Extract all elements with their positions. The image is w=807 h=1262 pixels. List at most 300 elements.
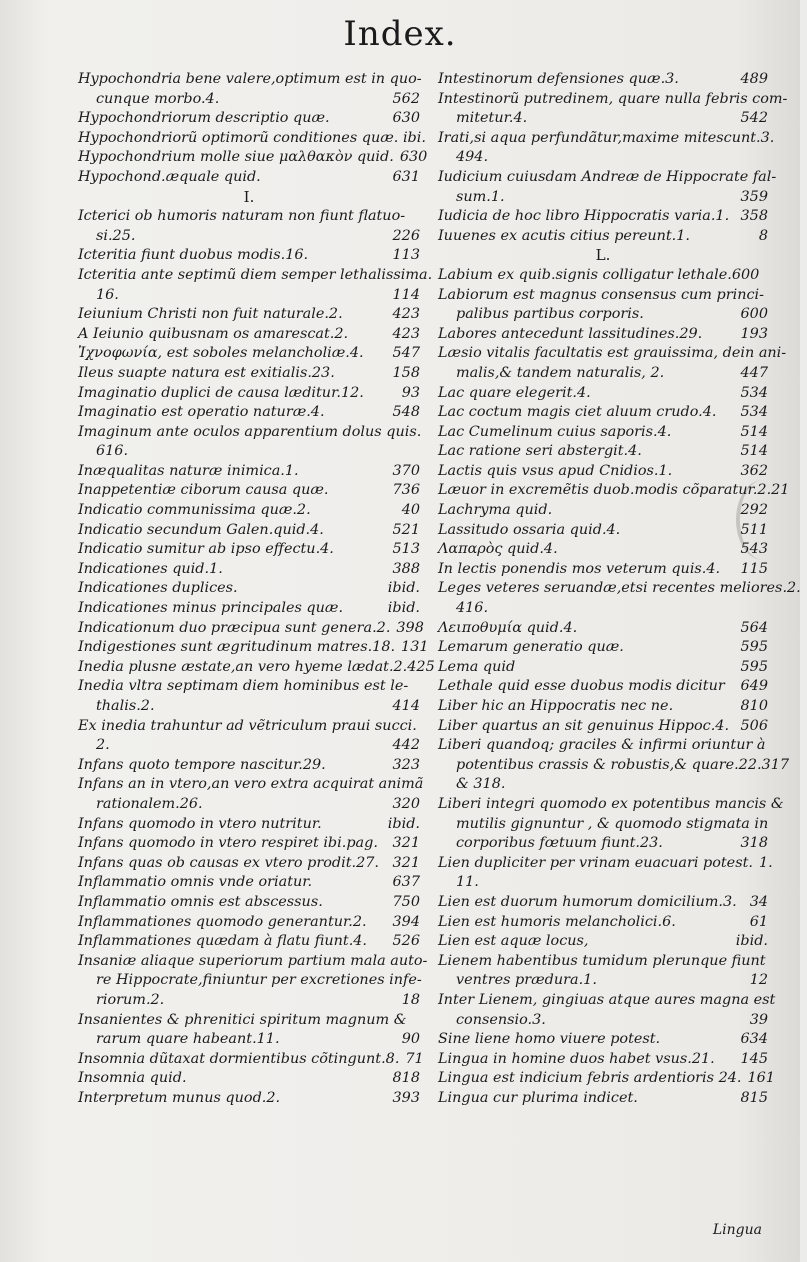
index-entry: [78, 364, 420, 384]
index-entry: [438, 266, 768, 286]
entry-text: I.: [243, 187, 255, 206]
entry-page-number: ibid.: [387, 815, 420, 832]
entry-text: 494.: [456, 149, 489, 166]
entry-text: re Hippocrate,finiuntur per excretiones infe-: [96, 972, 422, 989]
index-entry: [438, 305, 768, 325]
section-letter: [78, 188, 420, 208]
entry-text: Imaginatio duplici de causa læditur.12.: [78, 384, 364, 401]
entry-page-number: [789, 481, 795, 501]
entry-page-number: 637: [392, 874, 420, 891]
entry-text: Læsio vitalis facultatis est grauissima, dein ani-: [438, 345, 787, 362]
entry-text: Liberi integri quomodo ex potentibus mancis &: [438, 795, 784, 812]
index-entry: [438, 619, 768, 639]
entry-page-number: 321: [392, 835, 420, 852]
index-entry: [438, 168, 777, 188]
index-entry: [438, 599, 768, 619]
index-entry: [438, 364, 768, 384]
index-entry: [438, 736, 768, 756]
entry-text: Insanientes & phrenitici spiritum magnum &: [78, 1011, 407, 1028]
index-entry: [438, 658, 768, 678]
entry-text: Indicationum duo præcipua sunt genera.2.: [78, 619, 391, 636]
entry-text: Iuuenes ex acutis citius pereunt.1.: [438, 227, 690, 244]
entry-page-number: [421, 423, 427, 443]
index-entry: [78, 873, 420, 893]
entry-text: palibus partibus corporis.: [456, 306, 644, 323]
index-entry: [438, 344, 787, 364]
entry-text: Lachryma quid.: [438, 502, 553, 519]
index-entry: [78, 168, 420, 188]
index-entry: [438, 834, 768, 854]
entry-page-number: 114: [392, 286, 420, 303]
index-entry: [438, 1050, 768, 1070]
entry-page-number: 39: [749, 1011, 768, 1028]
entry-text: Lingua est indicium febris ardentioris 24.: [438, 1070, 742, 1087]
entry-page-number: 511: [740, 521, 768, 538]
entry-page-number: [786, 344, 792, 364]
index-entry: [438, 579, 801, 599]
entry-page-number: 542: [740, 110, 768, 127]
entry-page-number: [762, 266, 768, 286]
index-entry: [438, 971, 768, 991]
entry-page-number: 810: [740, 698, 768, 714]
entry-text: thalis.2.: [96, 698, 155, 714]
entry-text: Intestinorum defensiones quæ.3.: [438, 71, 679, 87]
entry-text: Lingua in homine duos habet vsus.21.: [438, 1050, 715, 1067]
entry-text: Interpretum munus quod.2.: [78, 1089, 281, 1106]
entry-text: Imaginatio est operatio naturæ.4.: [78, 404, 325, 421]
index-entry: [438, 717, 768, 737]
entry-text: Lien est duorum humorum domicilium.3.: [438, 893, 737, 910]
index-column-right: [438, 70, 801, 1108]
entry-page-number: [784, 795, 790, 815]
index-entry: [78, 1089, 420, 1109]
index-entry: [438, 481, 790, 501]
entry-page-number: 631: [392, 168, 420, 185]
entry-page-number: 514: [740, 443, 768, 460]
entry-page-number: 423: [392, 325, 420, 342]
entry-text: Labiorum est magnus consensus cum princi-: [438, 286, 764, 303]
index-entry: [78, 1030, 420, 1050]
entry-page-number: 547: [392, 345, 420, 362]
entry-text: Insomnia dũtaxat dormientibus cõtingunt.8.: [78, 1050, 400, 1067]
entry-page-number: 292: [740, 502, 768, 519]
entry-page-number: 630: [392, 110, 420, 127]
index-entry: [78, 952, 428, 972]
index-column-left: [78, 70, 435, 1108]
entry-text: Liber hic an Hippocratis nec ne.: [438, 698, 674, 714]
entry-page-number: 750: [392, 893, 420, 910]
entry-page-number: 71: [405, 1050, 424, 1067]
entry-page-number: 358: [740, 208, 768, 225]
index-entry: [78, 658, 435, 678]
entry-page-number: [762, 775, 768, 795]
index-entry: [78, 971, 420, 991]
entry-page-number: 447: [740, 364, 768, 381]
entry-page-number: ibid.: [387, 600, 420, 617]
index-entry: [78, 756, 420, 776]
entry-page-number: 90: [401, 1031, 420, 1048]
entry-page-number: 534: [740, 384, 768, 401]
index-entry: [438, 109, 768, 129]
entry-page-number: 12: [749, 972, 768, 989]
index-entry: [78, 148, 428, 168]
index-entry: [438, 1030, 768, 1050]
entry-page-number: [414, 207, 420, 227]
entry-page-number: 815: [740, 1089, 768, 1106]
entry-text: 616.: [96, 443, 129, 460]
entry-page-number: 423: [392, 306, 420, 323]
index-entry: [78, 462, 420, 482]
entry-page-number: 145: [740, 1050, 768, 1067]
entry-text: Hypochondrium molle siue μαλθακὸν quid.: [78, 149, 394, 166]
entry-page-number: 388: [392, 560, 420, 577]
entry-page-number: 362: [740, 462, 768, 479]
entry-text: & 318.: [456, 776, 506, 793]
entry-text: Inæqualitas naturæ inimica.1.: [78, 462, 299, 479]
index-entry: [78, 913, 420, 933]
index-entry: [78, 834, 420, 854]
entry-page-number: 564: [740, 619, 768, 636]
entry-text: Indicatio sumitur ab ipso effectu.4.: [78, 541, 334, 558]
entry-page-number: [427, 952, 433, 972]
index-entry: [78, 481, 420, 501]
entry-page-number: 736: [392, 482, 420, 499]
entry-page-number: [762, 873, 768, 893]
entry-page-number: 226: [392, 227, 420, 244]
index-entry: [78, 815, 420, 835]
entry-text: Indicatio secundum Galen.quid.4.: [78, 521, 324, 538]
entry-page-number: [776, 168, 782, 188]
entry-text: corporibus fœtuum fiunt.23.: [456, 835, 663, 852]
index-entry: [78, 599, 420, 619]
entry-text: Læuor in excremẽtis duob.modis cõparatur.2.21: [438, 482, 790, 499]
entry-text: Λειποθυμία quid.4.: [438, 619, 578, 636]
index-entry: [438, 1089, 768, 1109]
entry-text: Lassitudo ossaria quid.4.: [438, 521, 621, 538]
entry-page-number: ibid.: [735, 933, 768, 950]
index-entry: [438, 384, 768, 404]
entry-text: 11.: [456, 874, 479, 891]
entry-text: Lac quare elegerit.4.: [438, 384, 591, 401]
entry-text: Indigestiones sunt ægritudinum matres.18.: [78, 639, 396, 656]
catchword: Lingua: [712, 1222, 762, 1238]
entry-page-number: [764, 286, 770, 306]
entry-text: Infans quas ob causas ex vtero prodit.27.: [78, 854, 379, 871]
entry-text: Iudicium cuiusdam Andreæ de Hippocrate fal-: [438, 168, 777, 185]
entry-page-number: 323: [392, 756, 420, 773]
index-entry: [78, 403, 420, 423]
index-entry: [78, 677, 420, 697]
entry-text: Inflammationes quædam à flatu fiunt.4.: [78, 933, 367, 950]
entry-page-number: 40: [401, 502, 420, 519]
index-entry: [438, 638, 768, 658]
index-entry: [438, 442, 768, 462]
entry-text: Leges veteres seruandæ,etsi recentes meliores.2.: [438, 580, 801, 597]
entry-page-number: 513: [392, 541, 420, 558]
entry-text: rarum quare habeant.11.: [96, 1031, 280, 1048]
entry-page-number: 534: [740, 404, 768, 421]
index-entry: [78, 1011, 420, 1031]
index-entry: [78, 227, 420, 247]
index-entry: [438, 1011, 768, 1031]
entry-page-number: 521: [392, 521, 420, 538]
entry-text: sum.1.: [456, 188, 505, 205]
index-entry: [438, 873, 768, 893]
index-entry: [78, 442, 420, 462]
entry-text: Icterici ob humoris naturam non fiunt flatuo-: [78, 208, 406, 225]
entry-text: Lien dupliciter per vrinam euacuari potest.: [438, 854, 753, 871]
index-entry: [438, 913, 768, 933]
index-entry: [438, 188, 768, 208]
entry-text: Lac coctum magis ciet aluum crudo.4.: [438, 404, 717, 421]
entry-page-number: [787, 90, 793, 110]
entry-text: 416.: [456, 600, 489, 617]
entry-page-number: [766, 952, 772, 972]
index-entry: [78, 736, 420, 756]
entry-text: Infans quomodo in vtero nutritur.: [78, 815, 322, 832]
index-entry: [438, 90, 788, 110]
index-entry: [438, 560, 768, 580]
entry-page-number: 161: [747, 1070, 775, 1087]
index-entry: [78, 579, 420, 599]
entry-text: Iudicia de hoc libro Hippocratis varia.1.: [438, 208, 730, 225]
entry-text: Λαπαρὸς quid.4.: [438, 541, 558, 558]
index-entry: [78, 423, 420, 443]
index-entry: [78, 1050, 424, 1070]
index-entry: [438, 286, 768, 306]
entry-text: Indicationes duplices.: [78, 580, 238, 597]
index-entry: [438, 501, 768, 521]
entry-text: consensio.3.: [456, 1011, 546, 1028]
index-entry: [78, 775, 424, 795]
index-entry: [438, 952, 768, 972]
entry-page-number: [766, 736, 772, 756]
entry-text: Inflammationes quomodo generantur.2.: [78, 913, 367, 930]
entry-text: Inedia vltra septimam diem hominibus est le-: [78, 678, 409, 695]
index-entry: [78, 1069, 420, 1089]
entry-text: mitetur.4.: [456, 110, 528, 127]
entry-text: Icteritia ante septimũ diem semper lethalissima.: [78, 266, 433, 283]
entry-text: Lema quid: [438, 658, 516, 675]
index-entry: [438, 148, 768, 168]
entry-text: Hypochondria bene valere,optimum est in quo-: [78, 71, 422, 87]
entry-text: Lingua cur plurima indicet.: [438, 1089, 638, 1106]
entry-text: riorum.2.: [96, 991, 165, 1008]
entry-text: Insomnia quid.: [78, 1070, 187, 1087]
entry-text: Lien est aquæ locus,: [438, 933, 589, 950]
index-entry: [78, 109, 420, 129]
entry-text: L.: [595, 246, 611, 265]
entry-text: Liberi quandoq; graciles & infirmi oriuntur à: [438, 737, 766, 754]
entry-page-number: 595: [740, 639, 768, 656]
entry-page-number: 113: [392, 247, 420, 264]
index-entry: [78, 207, 420, 227]
index-entry: [78, 854, 420, 874]
index-entry: [78, 266, 433, 286]
index-entry: [78, 717, 420, 737]
entry-page-number: 318: [740, 835, 768, 852]
entry-text: Insaniæ aliaque superiorum partium mala auto-: [78, 952, 428, 969]
entry-page-number: 506: [740, 717, 768, 734]
entry-text: Sine liene homo viuere potest.: [438, 1031, 661, 1048]
entry-text: Lemarum generatio quæ.: [438, 639, 624, 656]
entry-page-number: [414, 1011, 420, 1031]
index-entry: [78, 619, 424, 639]
index-entry: [438, 893, 768, 913]
entry-text: Imaginum ante oculos apparentium dolus quis.: [78, 423, 422, 440]
entry-text: si.25.: [96, 227, 136, 244]
entry-page-number: [422, 70, 428, 90]
index-entry: [78, 325, 420, 345]
entry-page-number: 548: [392, 404, 420, 421]
index-entry: [78, 521, 420, 541]
entry-page-number: [414, 677, 420, 697]
index-entry: [78, 344, 420, 364]
entry-page-number: ibid.: [387, 580, 420, 597]
index-entry: [78, 70, 420, 90]
entry-page-number: 489: [740, 71, 768, 87]
entry-page-number: [789, 756, 795, 776]
entry-text: Ileus suapte natura est exitialis.23.: [78, 364, 335, 381]
entry-text: Infans an in vtero,an vero extra acquirat animã: [78, 776, 424, 793]
entry-text: A Ieiunio quibusnam os amarescat.2.: [78, 325, 349, 342]
index-entry: [438, 677, 768, 697]
entry-text: Inappetentiæ ciborum causa quæ.: [78, 482, 329, 499]
index-entry: [438, 70, 768, 90]
entry-text: Ieiunium Christi non fuit naturale.2.: [78, 306, 343, 323]
entry-text: 2.: [96, 737, 110, 754]
index-entry: [438, 756, 790, 776]
entry-page-number: 61: [749, 913, 768, 930]
entry-page-number: [423, 775, 429, 795]
index-entry: [78, 246, 420, 266]
entry-page-number: 193: [740, 325, 768, 342]
index-entry: [78, 384, 420, 404]
index-entry: [438, 775, 768, 795]
entry-page-number: 158: [392, 364, 420, 381]
entry-text: In lectis ponendis mos veterum quis.4.: [438, 560, 721, 577]
entry-page-number: 34: [749, 893, 768, 910]
index-entry: [438, 932, 768, 952]
entry-text: malis,& tandem naturalis, 2.: [456, 364, 665, 381]
entry-page-number: 526: [392, 933, 420, 950]
entry-text: Ἰχνοφωνία, est soboles melancholiæ.4.: [78, 345, 364, 362]
entry-text: Labium ex quib.signis colligatur lethale.600: [438, 266, 760, 283]
entry-page-number: 131: [401, 639, 429, 656]
index-entry: [438, 207, 768, 227]
entry-text: Intestinorũ putredinem, quare nulla febris com-: [438, 90, 788, 107]
entry-page-number: 630: [399, 149, 428, 166]
entry-page-number: 818: [392, 1070, 420, 1087]
entry-page-number: 93: [401, 384, 420, 401]
entry-text: mutilis gignuntur , & quomodo stigmata in: [456, 815, 769, 832]
entry-page-number: 115: [740, 560, 768, 577]
index-entry: [78, 129, 426, 149]
entry-text: Inflammatio omnis est abscessus.: [78, 893, 323, 910]
entry-text: cunque morbo.4.: [96, 90, 220, 107]
entry-page-number: 398: [396, 619, 424, 636]
entry-text: Liber quartus an sit genuinus Hippoc.4.: [438, 717, 730, 734]
index-entry: [78, 560, 420, 580]
index-entry: [438, 423, 768, 443]
entry-page-number: 442: [392, 737, 420, 754]
index-entry: [78, 90, 420, 110]
entry-page-number: 595: [740, 658, 768, 675]
entry-page-number: 649: [740, 678, 768, 695]
entry-text: Lac Cumelinum cuius saporis.4.: [438, 423, 672, 440]
entry-page-number: [801, 579, 807, 599]
entry-text: Labores antecedunt lassitudines.29.: [438, 325, 703, 342]
entry-text: Irati,si aqua perfundãtur,maxime mitescunt.3.: [438, 129, 775, 146]
index-entry: [438, 1069, 775, 1089]
entry-text: rationalem.26.: [96, 795, 203, 812]
entry-text: Hypochondriorũ optimorũ conditiones quæ. ibi.: [78, 129, 426, 146]
entry-page-number: 320: [392, 795, 420, 812]
index-entry: [438, 697, 768, 717]
index-entry: [438, 403, 768, 423]
entry-text: Indicationes quid.1.: [78, 560, 223, 577]
entry-page-number: [775, 991, 781, 1011]
entry-text: Indicationes minus principales quæ.: [78, 600, 344, 617]
entry-page-number: 600: [740, 306, 768, 323]
entry-page-number: 321: [392, 854, 420, 871]
entry-text: Icteritia fiunt duobus modis.16.: [78, 247, 309, 264]
index-entry: [78, 286, 420, 306]
entry-text: potentibus crassis & robustis,& quare.22.317: [456, 756, 790, 773]
entry-text: Inter Lienem, gingiuas atque aures magna est: [438, 991, 776, 1008]
entry-text: Lienem habentibus tumidum plerunque fiunt: [438, 952, 766, 969]
index-entry: [78, 893, 420, 913]
section-letter: [438, 246, 768, 266]
entry-text: Lactis quis vsus apud Cnidios.1.: [438, 462, 673, 479]
entry-page-number: [762, 599, 768, 619]
index-entry: [438, 815, 768, 835]
entry-text: Hypochond.æquale quid.: [78, 168, 261, 185]
entry-page-number: [762, 148, 768, 168]
index-entry: [438, 540, 768, 560]
index-entry: [438, 325, 768, 345]
entry-page-number: 543: [740, 541, 768, 558]
entry-text: 16.: [96, 286, 119, 303]
index-entry: [78, 697, 420, 717]
index-entry: [438, 854, 773, 874]
index-entry: [78, 638, 429, 658]
entry-text: Infans quomodo in vtero respiret ibi.pag.: [78, 835, 378, 852]
entry-text: ventres prædura.1.: [456, 972, 597, 989]
index-entry: [438, 129, 775, 149]
entry-page-number: [417, 717, 423, 737]
index-entry: [78, 795, 420, 815]
entry-page-number: [774, 129, 780, 149]
entry-text: Ex inedia trahuntur ad vẽtriculum praui succi.: [78, 717, 417, 734]
index-entry: [78, 991, 420, 1011]
entry-page-number: 393: [392, 1089, 420, 1106]
index-entry: [78, 932, 420, 952]
entry-text: Inedia plusne æstate,an vero hyeme lædat.2.425: [78, 658, 435, 675]
entry-text: Indicatio communissima quæ.2.: [78, 502, 311, 519]
entry-text: Lethale quid esse duobus modis dicitur: [438, 678, 725, 695]
index-entry: [78, 501, 420, 521]
entry-text: Lien est humoris melancholici.6.: [438, 913, 676, 930]
index-entry: [438, 462, 768, 482]
entry-text: Hypochondriorum descriptio quæ.: [78, 110, 330, 127]
entry-page-number: 514: [740, 423, 768, 440]
entry-text: Infans quoto tempore nascitur.29.: [78, 756, 326, 773]
entry-page-number: 634: [740, 1031, 768, 1048]
index-entry: [438, 521, 768, 541]
entry-text: Inflammatio omnis vnde oriatur.: [78, 874, 313, 891]
entry-page-number: 414: [392, 698, 420, 714]
